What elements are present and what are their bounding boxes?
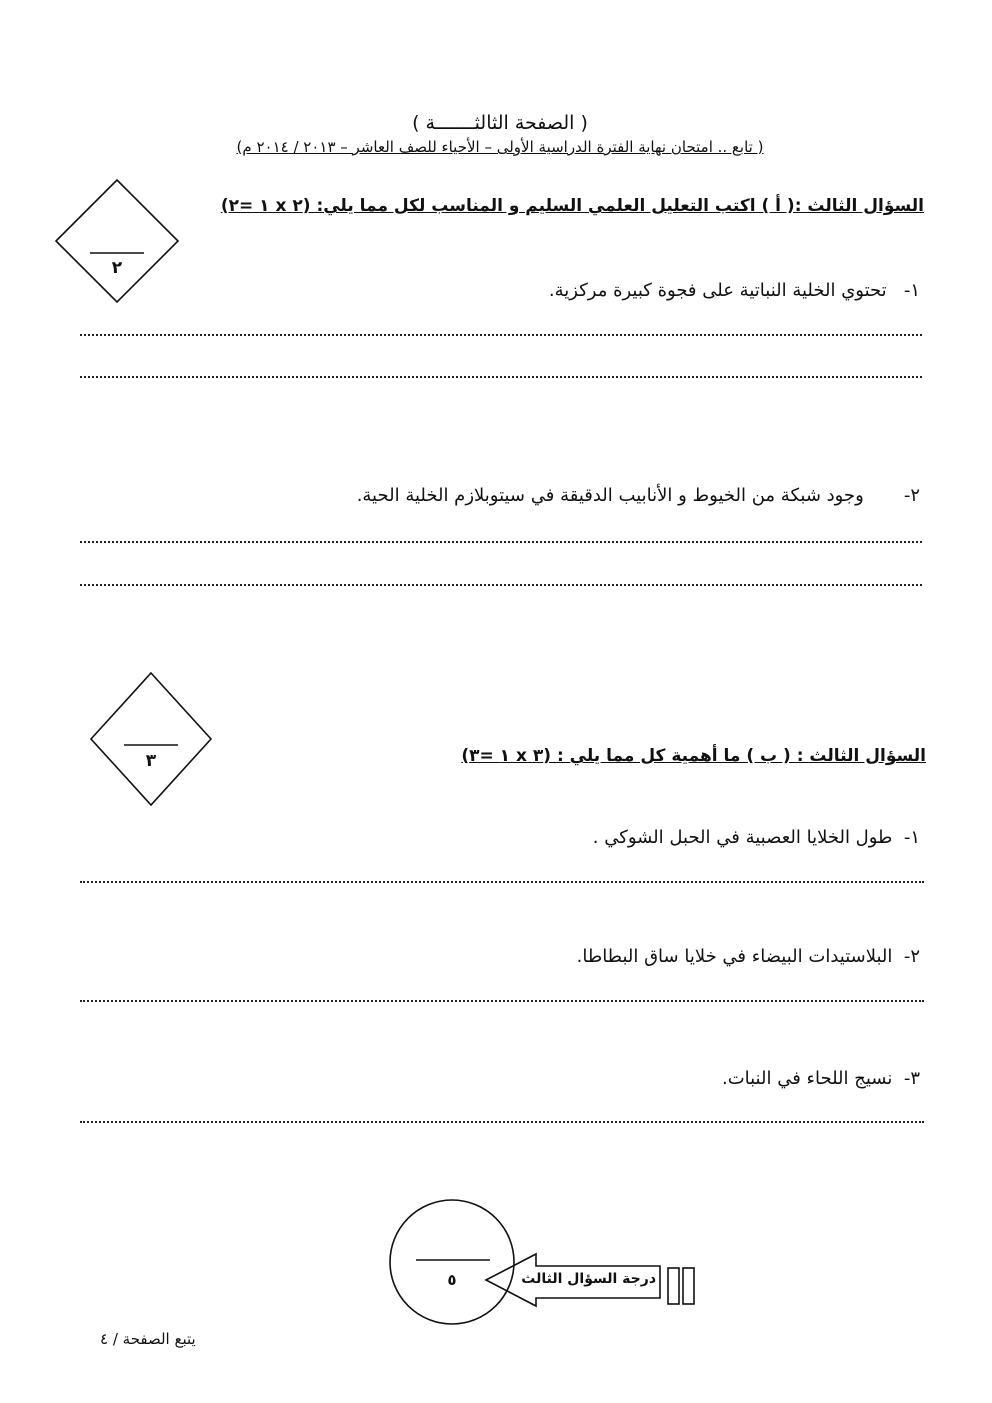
total-score-value: ٥	[447, 1271, 457, 1289]
item-text: البلاستيدات البيضاء في خلايا ساق البطاطا.	[576, 946, 893, 967]
score-diamond-a	[56, 180, 178, 302]
item-text: وجود شبكة من الخيوط و الأنابيب الدقيقة في سيتوبلازم الخلية الحية.	[356, 485, 864, 506]
score-diamond-b	[91, 673, 211, 805]
continue-note: يتبع الصفحة / ٤	[100, 1330, 196, 1348]
answer-line[interactable]	[80, 1000, 924, 1002]
answer-line[interactable]	[80, 1121, 924, 1123]
item-number: ٢-	[903, 485, 920, 506]
section-a-item-1	[549, 280, 920, 301]
double-bar-icon	[668, 1268, 694, 1304]
section-b-item-2	[577, 946, 920, 967]
answer-line[interactable]	[80, 584, 922, 586]
item-text: طول الخلايا العصبية في الحبل الشوكي .	[592, 827, 893, 848]
answer-line[interactable]	[80, 541, 922, 543]
exam-subtitle: ( تابع .. امتحان نهاية الفترة الدراسية الأولى – الأحياء للصف العاشر – ٢٠١٣ / ٢٠١٤ م)	[236, 138, 764, 156]
section-a-score: ٢	[111, 258, 123, 278]
section-b-item-1	[593, 827, 920, 848]
item-text: تحتوي الخلية النباتية على فجوة كبيرة مركزية.	[548, 280, 887, 301]
item-number: ٣-	[903, 1068, 920, 1089]
section-b-heading: السؤال الثالث : ( ب ) ما أهمية كل مما يلي : (٣ x ١ =٣)	[461, 746, 926, 766]
answer-line[interactable]	[80, 881, 924, 883]
section-b-score: ٣	[145, 751, 157, 771]
item-number: ١-	[903, 280, 920, 301]
section-b-item-3	[722, 1068, 920, 1089]
item-number: ٢-	[903, 946, 920, 967]
section-a-item-2	[357, 485, 920, 506]
item-text: نسيج اللحاء في النبات.	[721, 1068, 893, 1089]
item-number: ١-	[903, 827, 920, 848]
section-a-heading: السؤال الثالث :( أ ) اكتب التعليل العلمي السليم و المناسب لكل مما يلي: (٢ x ١ =٢)	[220, 196, 924, 216]
page-title: ( الصفحة الثالثـــــــة )	[412, 112, 588, 134]
answer-line[interactable]	[80, 334, 922, 336]
answer-line[interactable]	[80, 376, 922, 378]
total-score-label: درجة السؤال الثالث	[521, 1271, 656, 1287]
total-score-circle	[390, 1200, 514, 1324]
